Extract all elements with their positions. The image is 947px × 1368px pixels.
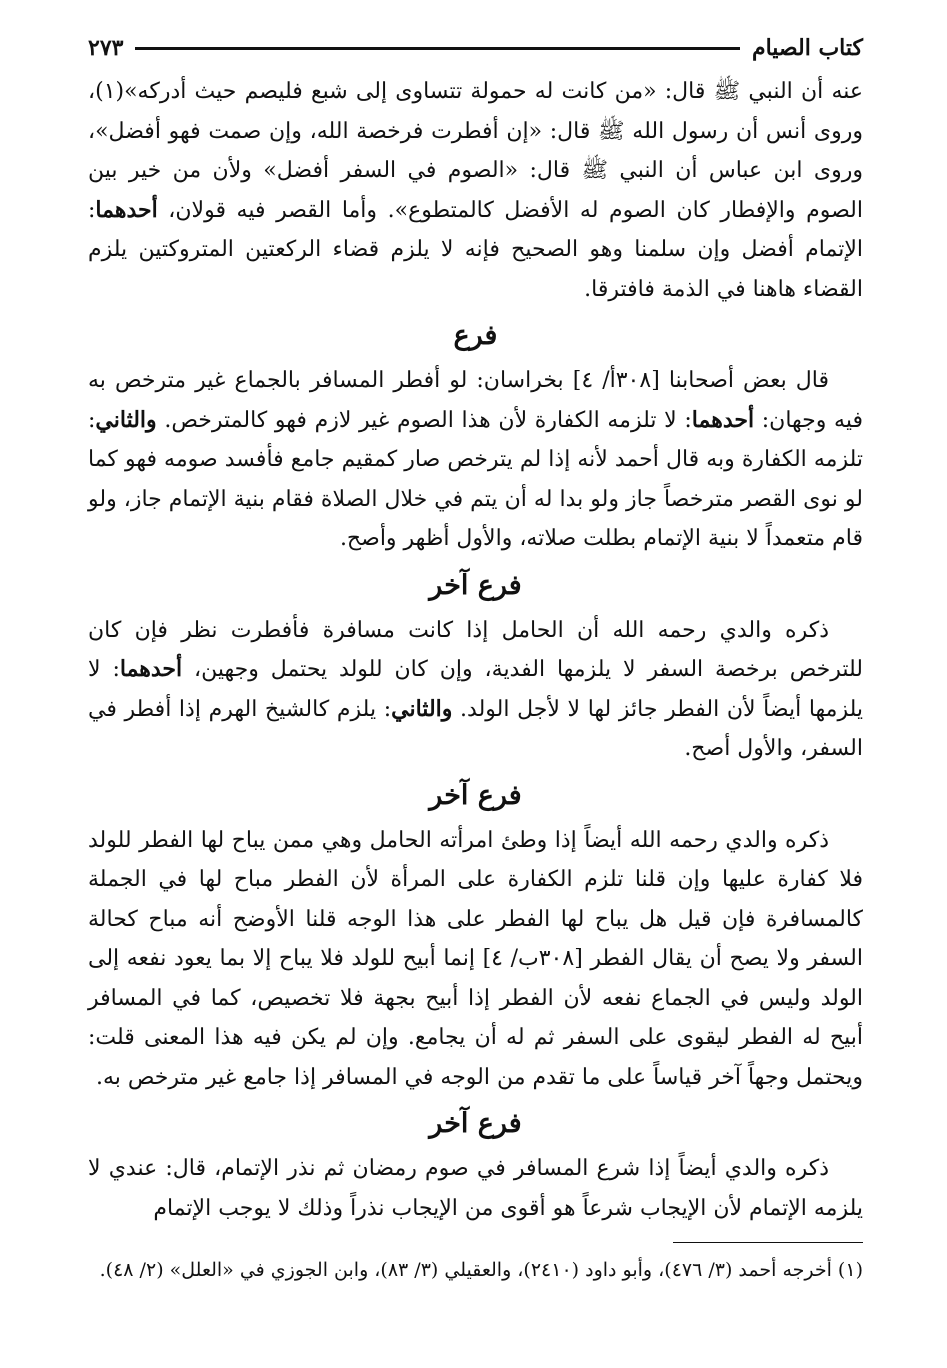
s3-text-1: ذكره والدي رحمه الله أيضاً إذا وطئ امرأته الحامل وهي ممن يباح لها الفطر للولد فلا كفارة عليها وإن قلنا تلزم الكفارة على المرأة لأن الفطر مباح لها في الجملة كالمسافرة فإن قيل هل يباح لها الفطر على هذا الوجه قلنا الأوضح أنه مباح كحالة السفر ولا يصح أن يقال الفطر [٣٠٨ب/ ٤] إنما أبيح للولد فلا يباح إلا بما يعود نفعه إلى الولد وليس في الجماع نفعه لأن الفطر إذا أبيح بجهة فلا تخصيص، كما في المسافر أبيح له الفطر ليقوى على السفر ثم له أن يجامع. وإن لم يكن فيه هذا المعنى قلت: ويحتمل وجهاً آخر قياساً على ما تقدم من الوجه في المسافر إذا جامع غير مترخص به. bbox=[88, 827, 864, 1090]
section-2-paragraph bbox=[88, 611, 863, 769]
intro-text-1: عنه أن النبي ﷺ قال: «من كانت له حمولة تتساوى إلى شبع فليصم حيث أدركه»(١)، وروى أنس أن رسول الله ﷺ قال: «إن أفطرت فرخصة الله، وإن صمت فهو أفضل»، وروى ابن عباس أن النبي ﷺ قال: «الصوم في السفر أفضل» ولأن من خير بين الصوم والإفطار كان الصوم له الأفضل كالمتطوع». وأما القصر فيه قولان، bbox=[88, 79, 863, 223]
running-header bbox=[88, 30, 863, 66]
page-body bbox=[88, 72, 863, 1287]
s1-bold-2: والثاني bbox=[95, 406, 157, 433]
s2-text-3: : يلزم كالشيخ الهرم إذا أفطر في السفر، والأول أصح. bbox=[88, 696, 863, 761]
s2-text-2: : لا يلزمها أيضاً لأن الفطر جائز لها لا لأجل الولد. bbox=[88, 657, 863, 722]
section-3-paragraph bbox=[88, 821, 863, 1098]
s2-text-1: ذكره والدي رحمه الله أن الحامل إذا كانت مسافرة فأفطرت نظر فإن كان للترخص برخصة السفر لا يلزمها الفدية، وإن كان للولد يحتمل وجهين، bbox=[88, 617, 864, 682]
header-rule bbox=[135, 47, 740, 50]
section-1-heading: فرع bbox=[453, 320, 498, 351]
section-4-heading: فرع آخر bbox=[429, 1108, 522, 1139]
s2-bold-1: أحدهما bbox=[119, 656, 183, 682]
footnote-rule bbox=[673, 1242, 863, 1243]
page-number: ٢٧٣ bbox=[88, 35, 124, 61]
chapter-title: كتاب الصيام bbox=[751, 35, 863, 61]
intro-bold-1: أحدهما bbox=[95, 196, 158, 223]
s2-bold-2: والثاني bbox=[391, 695, 453, 722]
section-3-heading: فرع آخر bbox=[429, 779, 522, 811]
intro-paragraph bbox=[88, 72, 863, 309]
section-1-paragraph bbox=[88, 361, 863, 559]
intro-text-2: : الإتمام أفضل وإن سلمنا وهو الصحيح فإنه لا يلزم قضاء الركعتين المتروكتين يلزم القضاء هاهنا في الذمة فافترقا. bbox=[88, 197, 863, 302]
book-page bbox=[88, 30, 863, 1287]
section-2-heading: فرع آخر bbox=[429, 569, 522, 601]
s1-text-1: قال بعض أصحابنا [٣٠٨أ/ ٤] بخراسان: لو أفطر المسافر بالجماع غير مترخص به فيه وجهان: bbox=[88, 368, 863, 433]
s1-text-2: : لا تلزمه الكفارة لأن هذا الصوم غير لازم فهو كالمترخص. bbox=[156, 407, 692, 433]
s1-bold-1: أحدهما bbox=[691, 406, 755, 433]
footnote: (١) أخرجه أحمد (٣/ ٤٧٦)، وأبو داود (٢٤١٠)، والعقيلي (٣/ ٨٣)، وابن الجوزي في «العلل» (٢/ ٤٨). bbox=[99, 1259, 863, 1281]
s4-text-1: ذكره والدي أيضاً إذا شرع المسافر في صوم رمضان ثم نذر الإتمام، قال: عندي لا يلزمه الإتمام لأن الإيجاب شرعاً هو أقوى من الإيجاب نذراً وذلك لا يوجب الإتمام bbox=[88, 1156, 863, 1221]
s1-text-3: : تلزمه الكفارة وبه قال أحمد لأنه إذا لم يترخص صار كمقيم جامع فأفسد صومه فهو كما لو نوى القصر مترخصاً جاز ولو بدا له أن يتم في خلال الصلاة فقام بنية الإتمام جاز، ولو قام متعمداً لا بنية الإتمام بطلت صلاته، والأول أظهر وأصح. bbox=[88, 407, 863, 551]
section-4-paragraph bbox=[88, 1149, 863, 1228]
